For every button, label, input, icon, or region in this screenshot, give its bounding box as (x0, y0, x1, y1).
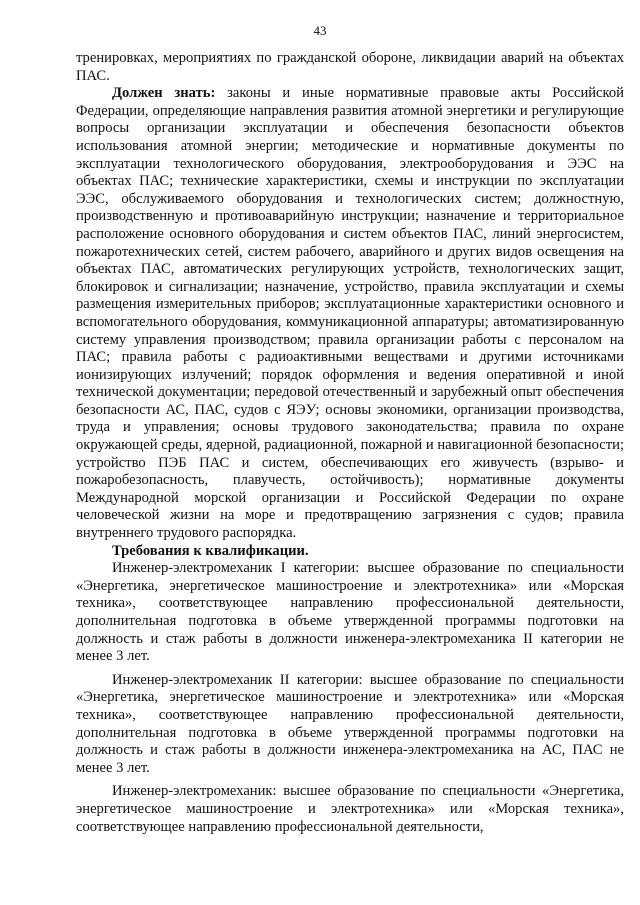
qualification-heading: Требования к квалификации. (112, 542, 309, 559)
page-number: 43 (313, 23, 327, 38)
paragraph-qualification-category-1: Инженер-электромеханик I категории: высшее образование по специальности «Энергетика, энергетическое машиностроение и электротехника» или «Морская техника», соответствующее направлению профессиональной деятельности, дополнительная подготовка в объеме утвержденной программы подготовки на должность и стаж работы в должности инженера-электромеханика II категории не менее 3 лет. (76, 560, 624, 665)
paragraph-intro: тренировках, мероприятиях по гражданской обороне, ликвидации аварий на объектах ПАС. (76, 50, 624, 84)
document-body (76, 50, 624, 836)
paragraph-qualification-category-2: Инженер-электромеханик II категории: высшее образование по специальности «Энергетика, энергетическое машиностроение и электротехника» или «Морская техника», соответствующее направлению профессиональной деятельности, дополнительная подготовка в объеме утвержденной программы подготовки на должность и стаж работы в должности инженера-электромеханика на АС, ПАС не менее 3 лет. (76, 671, 624, 776)
must-know-text: законы и иные нормативные правовые акты Российской Федерации, определяющие направления развития атомной энергетики и регулирующие вопросы организации эксплуатации и обеспечения безопасности объектов использования атомной энергии; методические и нормативные документы по эксплуатации технологического оборудования, электрооборудования и ЭЭС на объектах ПАС; технические характеристики, схемы и инструкции по эксплуатации ЭЭС, обслуживаемого оборудования и технологических систем; должностную, производственную и противоаварийную инструкции; назначение и территориальное расположение основного оборудования и систем объектов ПАС, линий энергосистем, пожаротехнических сетей, систем рабочего, аварийного и других видов освещения на объектах ПАС, автоматических регулирующих устройств, технологических защит, блокировок и сигнализации; назначение, устройство, правила эксплуатации и схемы размещения измерительных приборов; эксплуатационные характеристики основного и вспомогательного оборудования, коммуникационной аппаратуры; автоматизированную систему управления производством; правила организации работы с персоналом на ПАС; правила работы с радиоактивными веществами и другими источниками ионизирующих излучений; порядок оформления и ведения оперативной и иной технической документации; передовой отечественный и зарубежный опыт обеспечения безопасности АС, ПАС, судов с ЯЭУ; основы экономики, организации производства, труда и управления; основы трудового законодательства; правила по охране окружающей среды, ядерной, радиационной, пожарной и навигационной безопасности; устройство ПЭБ ПАС и систем, обеспечивающих его живучесть (взрыво- и пожаробезопасность, плавучесть, остойчивость); нормативные документы Международной морской организации и Российской Федерации по охране человеческой жизни на море и предотвращению загрязнения с судов; правила внутреннего трудового распорядка. (76, 85, 624, 542)
paragraph-must-know (76, 85, 624, 542)
must-know-label: Должен знать: (112, 85, 216, 102)
paragraph-qualification-base: Инженер-электромеханик: высшее образование по специальности «Энергетика, энергетическое машиностроение и электротехника» или «Морская техника», соответствующее направлению профессиональной деятельности, (76, 783, 624, 835)
